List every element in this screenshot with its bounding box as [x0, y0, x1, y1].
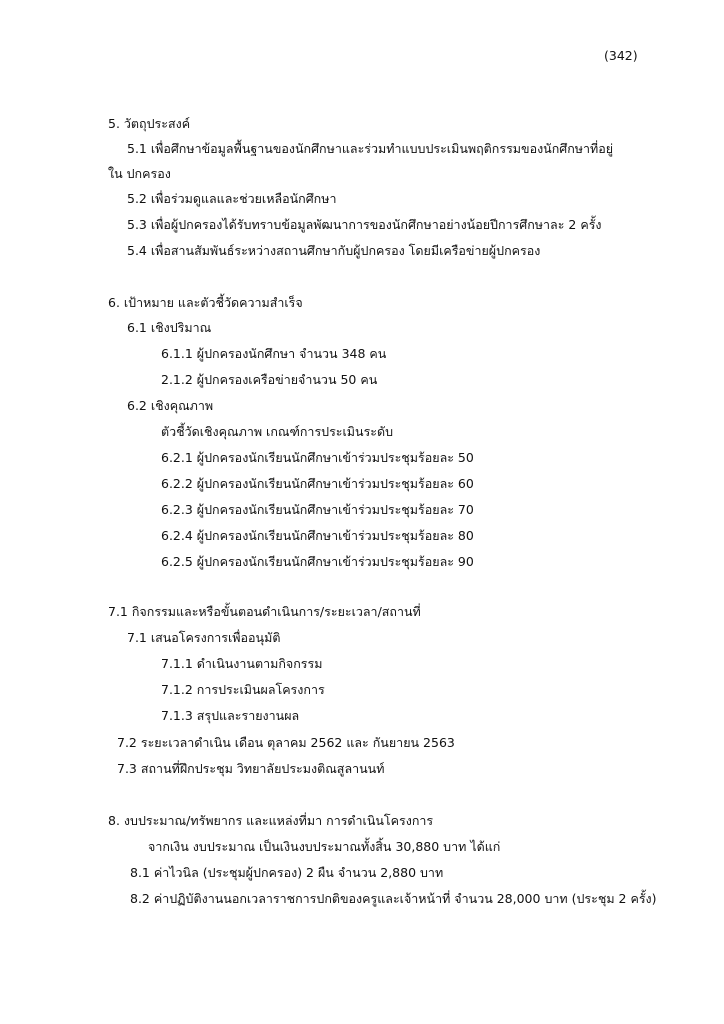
- section-5-item-1: 5.1 เพื่อศึกษาข้อมูลพื้นฐานของนักศึกษาและร่วมทำแบบประเมินพฤติกรรมของนักศึกษาที่อยู่: [127, 141, 614, 156]
- section-5-item-3: 5.3 เพื่อผู้ปกครองได้รับทราบข้อมูลพัฒนาการของนักศึกษาอย่างน้อยปีการศึกษาละ 2 ครั้ง: [127, 217, 602, 232]
- section-6-quantity-item: 2.1.2 ผู้ปกครองเครือข่ายจำนวน 50 คน: [161, 372, 378, 387]
- section-8-item-1: 8.1 ค่าไวนิล (ประชุมผู้ปกครอง) 2 ผืน จำนวน 2,880 บาท: [130, 865, 444, 880]
- section-5-item-4: 5.4 เพื่อสานสัมพันธ์ระหว่างสถานศึกษากับผู้ปกครอง โดยมีเครือข่ายผู้ปกครอง: [127, 243, 541, 258]
- section-6-quality-item: 6.2.3 ผู้ปกครองนักเรียนนักศึกษาเข้าร่วมประชุมร้อยละ 70: [161, 502, 474, 517]
- section-6-quality-item: 6.2.5 ผู้ปกครองนักเรียนนักศึกษาเข้าร่วมประชุมร้อยละ 90: [161, 554, 474, 569]
- section-6-heading: 6. เป้าหมาย และตัวชี้วัดความสำเร็จ: [108, 295, 303, 310]
- section-6-quantity-heading: 6.1 เชิงปริมาณ: [127, 320, 212, 335]
- section-6-quality-heading: 6.2 เชิงคุณภาพ: [127, 398, 214, 413]
- section-6-quality-item: 6.2.2 ผู้ปกครองนักเรียนนักศึกษาเข้าร่วมประชุมร้อยละ 60: [161, 476, 474, 491]
- section-7-heading: 7.1 กิจกรรมและหรือขั้นตอนดำเนินการ/ระยะเวลา/สถานที่: [108, 604, 421, 619]
- section-7-sub-1-item: 7.1.3 สรุปและรายงานผล: [161, 708, 300, 723]
- section-6-quantity-item: 6.1.1 ผู้ปกครองนักศึกษา จำนวน 348 คน: [161, 346, 387, 361]
- section-6-quality-intro: ตัวชี้วัดเชิงคุณภาพ เกณฑ์การประเมินระดับ: [161, 424, 394, 439]
- section-7-sub-1-item: 7.1.1 ดำเนินงานตามกิจกรรม: [161, 656, 323, 671]
- section-8-heading: 8. งบประมาณ/ทรัพยากร และแหล่งที่มา การดำเนินโครงการ: [108, 813, 434, 828]
- section-7-sub-2: 7.2 ระยะเวลาดำเนิน เดือน ตุลาคม 2562 และ กันยายน 2563: [117, 735, 455, 750]
- section-6-quality-item: 6.2.4 ผู้ปกครองนักเรียนนักศึกษาเข้าร่วมประชุมร้อยละ 80: [161, 528, 474, 543]
- section-6-quality-item: 6.2.1 ผู้ปกครองนักเรียนนักศึกษาเข้าร่วมประชุมร้อยละ 50: [161, 450, 474, 465]
- section-7-sub-1-heading: 7.1 เสนอโครงการเพื่ออนุมัติ: [127, 630, 281, 645]
- page-number: (342): [604, 48, 638, 63]
- section-7-sub-3: 7.3 สถานที่ฝึกประชุม วิทยาลัยประมงติณสูลานนท์: [117, 761, 385, 776]
- section-5-item-2: 5.2 เพื่อร่วมดูแลและช่วยเหลือนักศึกษา: [127, 191, 337, 206]
- section-5-item-1-continued: ใน ปกครอง: [108, 166, 171, 181]
- section-5-heading: 5. วัตถุประสงค์: [108, 116, 191, 131]
- section-8-intro: จากเงิน งบประมาณ เป็นเงินงบประมาณทั้งสิ้น 30,880 บาท ได้แก่: [148, 839, 501, 854]
- section-7-sub-1-item: 7.1.2 การประเมินผลโครงการ: [161, 682, 325, 697]
- section-8-item-2: 8.2 ค่าปฏิบัติงานนอกเวลาราชการปกติของครูและเจ้าหน้าที่ จำนวน 28,000 บาท (ประชุม 2 ครั้ง): [130, 891, 657, 906]
